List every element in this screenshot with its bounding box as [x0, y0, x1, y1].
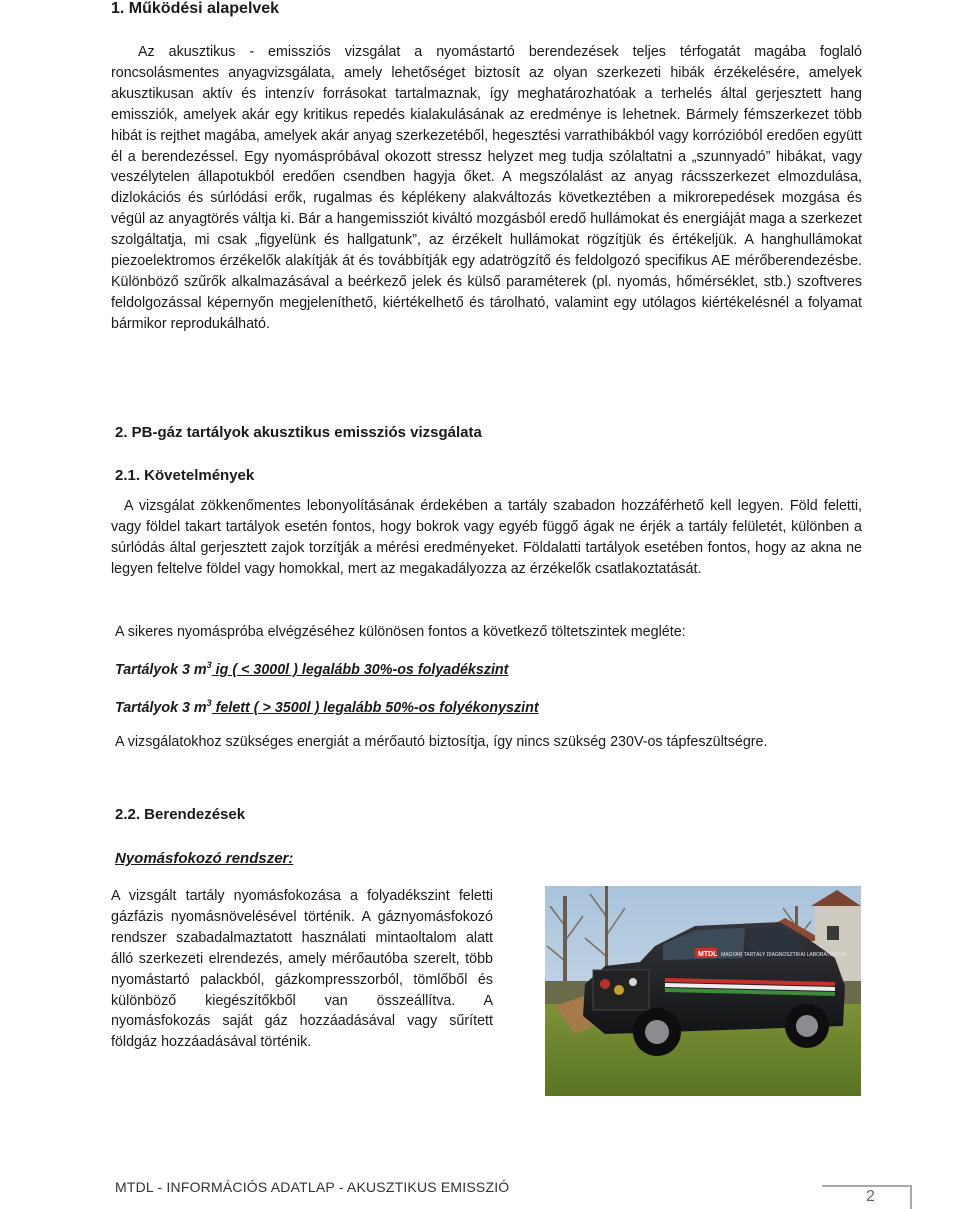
fill-level-intro: A sikeres nyomáspróba elvégzéséhez különösen fontos a következő töltetszintek megléte: — [115, 624, 686, 640]
page-number: 2 — [866, 1188, 875, 1205]
section-2-2-heading: 2.2. Berendezések — [115, 806, 246, 823]
energy-note: A vizsgálatokhoz szükséges energiát a mérőautó biztosítja, így nincs szükség 230V-os tápfeszültségre. — [115, 734, 768, 750]
footer-text: MTDL - INFORMÁCIÓS ADATLAP - AKUSZTIKUS EMISSZIÓ — [115, 1179, 510, 1195]
fill-requirement-2-text-a: Tartályok 3 m — [115, 700, 207, 716]
fill-requirement-2-text-b: felett ( > 3500l ) legalább 50%-os folyékonyszint — [211, 700, 539, 716]
fill-requirement-1-sup: 3 — [206, 660, 212, 670]
section-2-1-heading: 2.1. Követelmények — [115, 467, 255, 484]
fill-requirement-1 — [115, 660, 508, 678]
truck-logo-text: MTDL — [698, 951, 718, 958]
fill-requirement-2-sup: 3 — [206, 698, 212, 708]
fill-requirement-1-text-b: ig ( < 3000l ) legalább 30%-os folyadékszint — [211, 662, 509, 678]
pressure-system-paragraph: A vizsgált tartály nyomásfokozása a folyadékszint feletti gázfázis nyomásnövelésével történik. A gáznyomásfokozó rendszer szabadalmaztatott használati mintaoltalom alatt álló szerkezeti elrendezés, amely mérőautóba szerelt, több nyomástartó palackból, gázkompresszorból, tömlőből és különböző kiegészítőkből van összeállítva. A nyomásfokozás saját gáz hozzáadásával vagy sűrített földgáz hozzáadásával történik. — [111, 888, 493, 1051]
measurement-truck-photo — [545, 886, 861, 1096]
requirements-paragraph: A vizsgálat zökkenőmentes lebonyolításának érdekében a tartály szabadon hozzáférhető kell legyen. Föld feletti, vagy földel takart tartályok esetén fontos, hogy bokrok vagy egyéb függő ágak ne érjék a tartály felületét, különben a súrlódás által gerjesztett zajok torzítják a mérési eredményeket. Földalatti tartályok esetében fontos, hogy az akna ne legyen feltelve földel vagy homokkal, mert az megakadályozza az érzékelők csatlakoztatását. — [111, 498, 862, 577]
fill-requirement-2 — [115, 698, 539, 716]
section-1-paragraph: Az akusztikus - emissziós vizsgálat a nyomástartó berendezések teljes térfogatát magába foglaló roncsolásmentes anyagvizsgálata, amely lehetőséget biztosít az olyan szerkezeti hibák érzékelésére, amelyek akusztikusan aktív és intenzív forrásokat tartalmaznak, így meghatározhatóak a terhelés által gerjesztett hang emissziók, amelyek akár egy kritikus repedés kialakulásának az eredménye is lehetnek. Bármely fémszerkezet több hibát is rejthet magába, amelyek akár anyag szerkezetéből, hegesztési varrathibákból vagy korrózióból eredően együtt él a berendezéssel. Egy nyomáspróbával okozott stressz helyzet meg tudja szólaltatni a „szunnyadó” hibákat, vagy veszélytelen állapotukból eredően csendben hagyja őket. A megszólalást az anyag rácsszerkezet elmozdulása, dizlokációs és súrlódási erők, rugalmas és képlékeny alakváltozás következtében a mikrorepedések mozgása és végül az anyagtörés váltja ki. Bár a hangemissziót kiváltó mozgásból eredő hullámokat és energiáját maga a szerkezet szolgáltatja, mi csak „figyelünk és hallgatunk”, az érzékelt hullámokat rögzítjük és értékeljük. A hanghullámokat piezoelektromos érzékelők alakítják át és továbbítják egy adatrögzítő és feldolgozó specifikus AE mérőberendezésbe. Különböző szűrők alkalmazásával a beérkező jelek és külső paraméterek (pl. nyomás, hőmérséklet, stb.) szoftveres feldolgozással képernyőn megjeleníthető, kiértékelhető és tárolható, valamint egy utólagos kiértékelésnél a folyamat bármikor reprodukálható. — [111, 44, 862, 332]
section-2-heading: 2. PB-gáz tartályok akusztikus emissziós vizsgálata — [115, 424, 482, 441]
pressure-system-heading: Nyomásfokozó rendszer: — [115, 850, 294, 867]
truck-side-text: MAGYAR TARTÁLY DIAGNOSZTIKAI LABORATÓRIUM — [721, 952, 847, 958]
truck-photo-illustration — [545, 886, 861, 1096]
fill-requirement-1-text-a: Tartályok 3 m — [115, 662, 207, 678]
section-1-heading: 1. Működési alapelvek — [111, 0, 280, 17]
